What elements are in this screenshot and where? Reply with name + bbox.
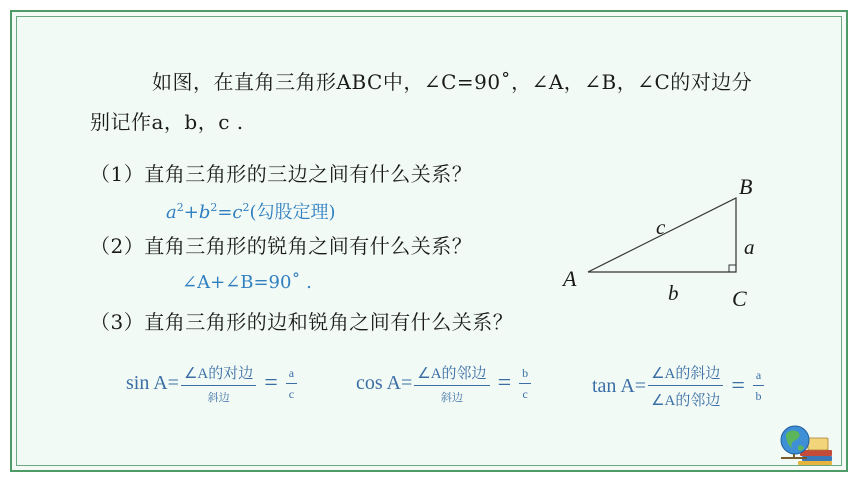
answer-1-theorem: (勾股定理) [249, 202, 336, 223]
answer-2: ∠A+∠B=90˚ . [182, 272, 312, 293]
sin-ratio-fraction [286, 366, 297, 402]
side-a-label: a [744, 235, 755, 259]
cos-word-fraction [414, 362, 489, 405]
sin-denominator: 斜边 [207, 392, 230, 404]
tan-ratio-num: a [753, 368, 764, 386]
sin-lhs: sin A= [126, 372, 179, 394]
tan-numerator: ∠A的斜边 [648, 362, 723, 386]
tan-word-fraction [648, 362, 723, 410]
tan-lhs: tan A= [592, 374, 647, 397]
tan-formula [592, 362, 766, 410]
right-triangle-diagram [550, 170, 790, 310]
question-2: （2）直角三角形的锐角之间有什么关系？ [90, 234, 473, 258]
tan-equals: = [731, 372, 745, 399]
vertex-b-label: B [739, 174, 753, 199]
sin-formula [126, 362, 299, 405]
question-1: （1）直角三角形的三边之间有什么关系？ [90, 162, 473, 186]
right-angle-mark [729, 265, 736, 272]
answer-1-c: =c [217, 202, 243, 223]
answer-1-exp-1: 2 [176, 201, 184, 214]
answer-1-exp-2: 2 [210, 201, 218, 214]
sin-ratio-den: c [288, 386, 295, 401]
side-c-label: c [656, 215, 666, 239]
tan-ratio-den: b [755, 389, 762, 403]
cos-numerator: ∠A的邻边 [414, 362, 489, 386]
vertex-c-label: C [732, 286, 747, 310]
globe-books-icon [778, 418, 834, 466]
side-b-label: b [668, 281, 679, 305]
sin-word-fraction [181, 362, 256, 405]
question-3: （3）直角三角形的边和锐角之间有什么关系？ [90, 310, 514, 334]
intro-line-2: 别记作a，b，c . [90, 110, 244, 134]
cos-ratio-num: b [519, 366, 531, 384]
answer-1-b: +b [183, 202, 211, 223]
cos-denominator: 斜边 [440, 392, 463, 404]
vertex-a-label: A [563, 266, 577, 291]
cos-equals: = [497, 370, 512, 396]
sin-ratio-num: a [286, 366, 297, 384]
cos-ratio-fraction [519, 366, 531, 402]
cos-formula [356, 362, 533, 405]
answer-1-a: a [166, 202, 177, 223]
answer-1-exp-3: 2 [242, 201, 250, 214]
cos-lhs: cos A= [356, 372, 413, 394]
cos-ratio-den: c [522, 386, 528, 401]
intro-line-1: 如图，在直角三角形ABC中，∠C=90˚，∠A，∠B，∠C的对边分 [152, 70, 753, 94]
tan-denominator: ∠A的邻边 [651, 393, 721, 409]
answer-1 [166, 198, 336, 224]
sin-numerator: ∠A的对边 [181, 362, 256, 386]
tan-ratio-fraction [753, 368, 764, 404]
sin-equals: = [264, 370, 278, 396]
